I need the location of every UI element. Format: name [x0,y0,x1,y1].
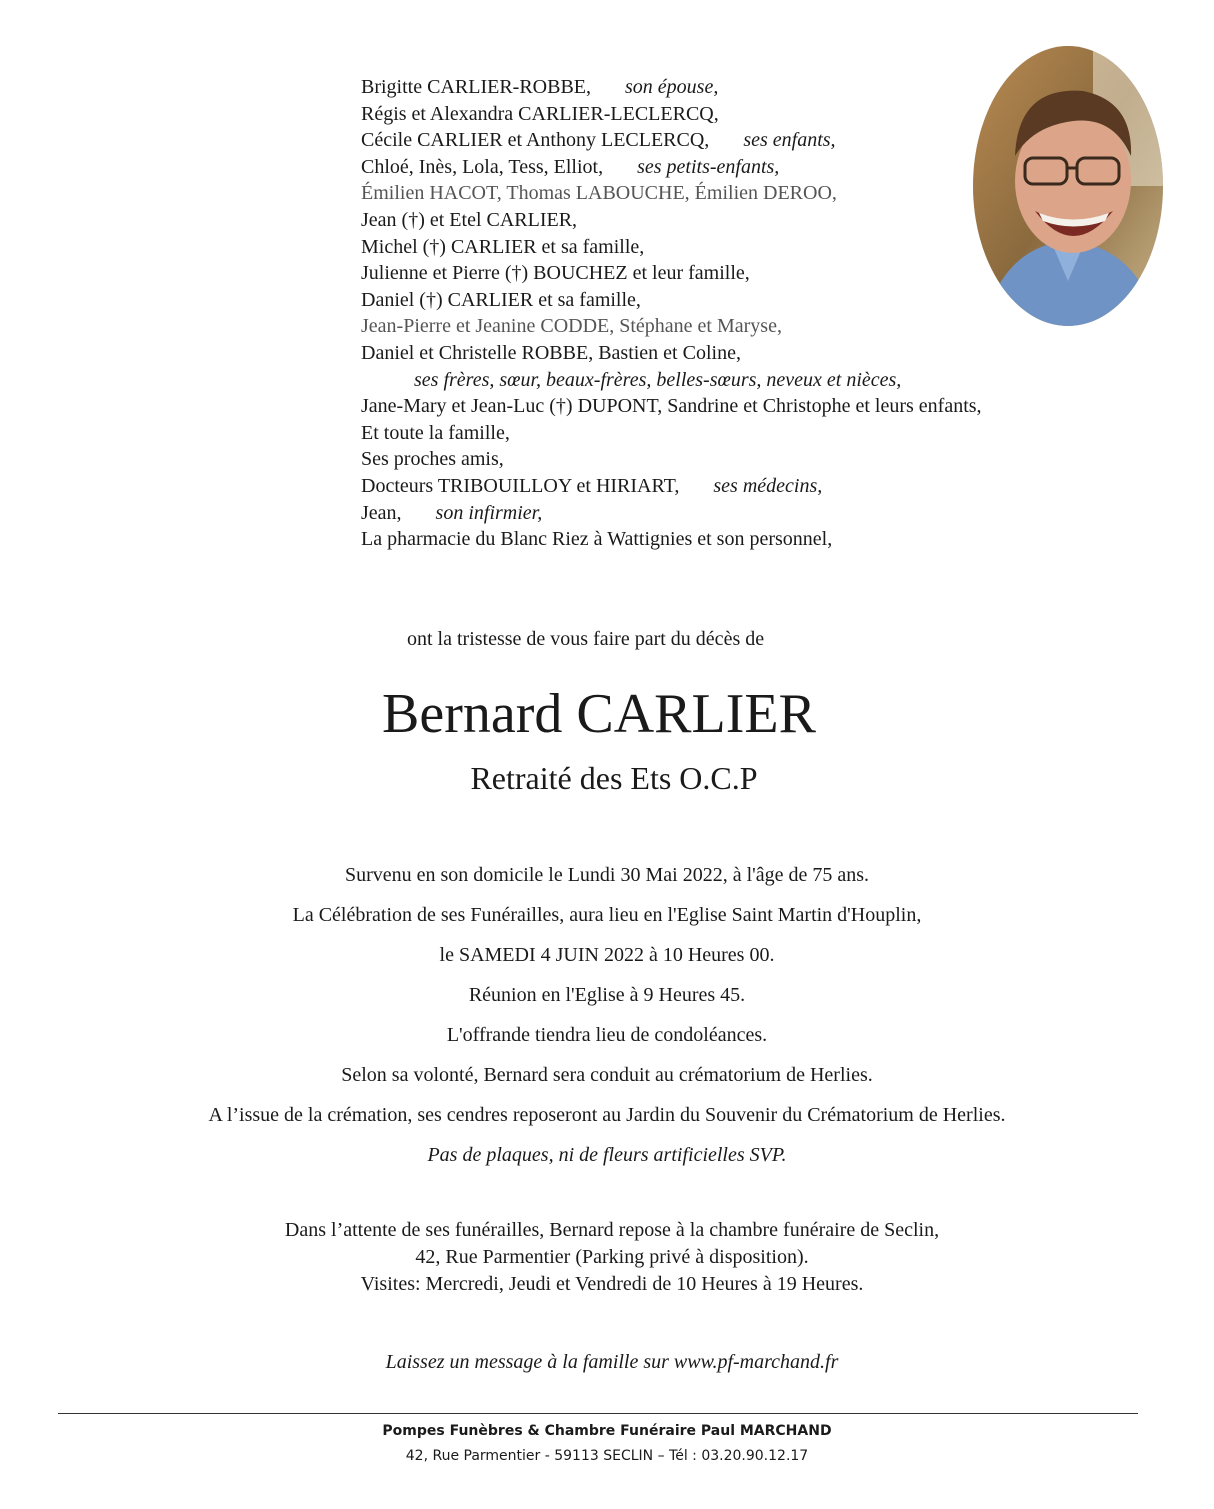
no-plaques-note: Pas de plaques, ni de fleurs artificielles SVP. [427,1144,787,1166]
funeral-line: Survenu en son domicile le Lundi 30 Mai 2022, à l'âge de 75 ans. [344,864,870,886]
family-line: Cécile CARLIER et Anthony LECLERCQ, ses enfants, [361,129,836,152]
family-line: ses frères, sœur, beaux-frères, belles-sœurs, neveux et nièces, [414,368,902,391]
footer-company: Pompes Funèbres & Chambre Funéraire Paul MARCHAND [382,1423,832,1439]
funeral-line: A l’issue de la crémation, ses cendres reposeront au Jardin du Souvenir du Crématorium de Herlies. [208,1104,1006,1126]
portrait-photo [973,46,1163,326]
intro-text: ont la tristesse de vous faire part du décès de [407,628,765,650]
family-line: Émilien HACOT, Thomas LABOUCHE, Émilien DEROO, [361,182,837,205]
family-line: Chloé, Inès, Lola, Tess, Elliot, ses petits-enfants, [361,155,780,178]
funeral-line: Réunion en l'Eglise à 9 Heures 45. [468,984,746,1006]
family-line: Julienne et Pierre (†) BOUCHEZ et leur famille, [361,262,750,285]
funeral-details [0,860,1214,1180]
deceased-name: Bernard CARLIER [382,683,816,745]
repose-line: Dans l’attente de ses funérailles, Bernard repose à la chambre funéraire de Seclin, [284,1219,940,1241]
repose-info [5,1217,1214,1298]
message-link[interactable]: Laissez un message à la famille sur www.pf-marchand.fr [385,1351,839,1373]
funeral-line: Selon sa volonté, Bernard sera conduit au crématorium de Herlies. [341,1064,873,1086]
family-line: Jean-Pierre et Jeanine CODDE, Stéphane et Maryse, [361,315,782,338]
repose-line: Visites: Mercredi, Jeudi et Vendredi de 10 Heures à 19 Heures. [360,1273,864,1295]
family-line: Daniel et Christelle ROBBE, Bastien et Coline, [361,341,741,364]
family-line: Daniel (†) CARLIER et sa famille, [361,288,641,311]
family-list [361,74,982,553]
repose-line: 42, Rue Parmentier (Parking privé à disposition). [415,1246,809,1268]
family-line: Jean (†) et Etel CARLIER, [361,208,578,231]
funeral-line: L'offrande tiendra lieu de condoléances. [446,1024,768,1046]
family-line: Docteurs TRIBOUILLOY et HIRIART, ses médecins, [361,474,823,497]
family-line: Régis et Alexandra CARLIER-LECLERCQ, [361,102,719,125]
funeral-line: La Célébration de ses Funérailles, aura lieu en l'Eglise Saint Martin d'Houplin, [292,904,922,926]
family-line: Ses proches amis, [361,448,504,471]
family-line: La pharmacie du Blanc Riez à Wattignies et son personnel, [361,528,833,551]
occupation: Retraité des Ets O.C.P [470,760,758,796]
family-line: Jean, son infirmier, [361,501,543,524]
funeral-line: le SAMEDI 4 JUIN 2022 à 10 Heures 00. [439,944,775,966]
footer-address: 42, Rue Parmentier - 59113 SECLIN – Tél : 03.20.90.12.17 [405,1448,809,1464]
footer-divider [58,1413,1138,1414]
family-line: Et toute la famille, [361,421,510,444]
portrait-illustration [973,46,1163,326]
family-line: Michel (†) CARLIER et sa famille, [361,235,645,258]
family-line: Jane-Mary et Jean-Luc (†) DUPONT, Sandrine et Christophe et leurs enfants, [361,395,982,418]
family-line: Brigitte CARLIER-ROBBE, son épouse, [361,76,719,98]
